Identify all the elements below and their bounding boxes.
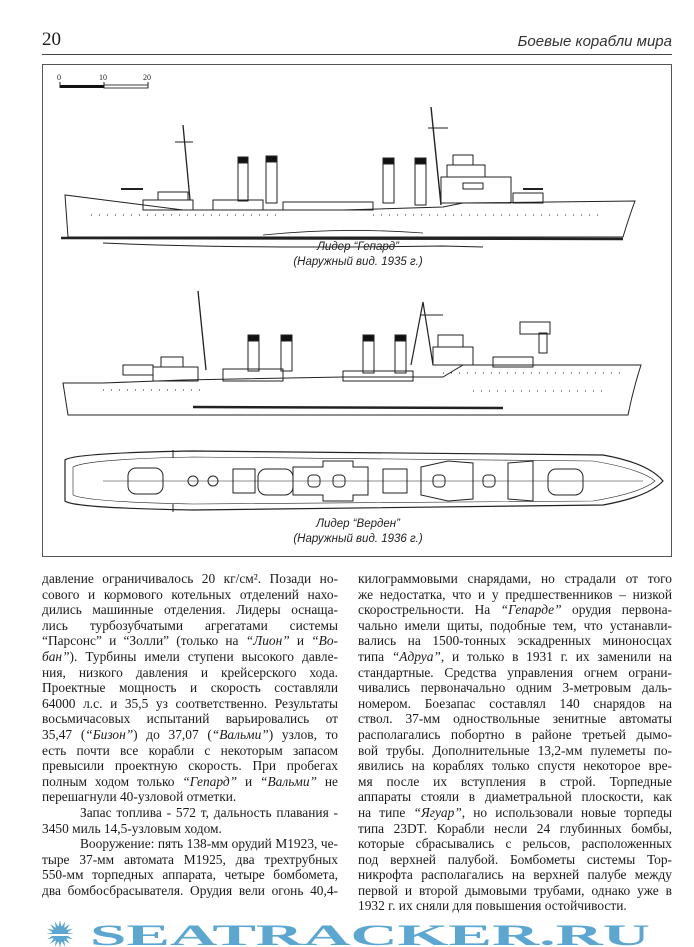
text-line (358, 649, 672, 665)
text-line (42, 711, 338, 727)
text-segment: перешагнули 40-узловой отметки. (42, 789, 237, 805)
text-segment: давление ограничивалось 20 кг/см². Позади но- (42, 571, 338, 586)
text-line (358, 743, 672, 759)
text-line (42, 618, 338, 634)
text-segment: орудия первона- (561, 602, 673, 618)
text-line (358, 821, 672, 837)
ship-name: “Вальми” (211, 726, 269, 742)
text-line (42, 821, 338, 837)
text-line (42, 789, 338, 805)
sun-ray (59, 941, 62, 947)
text-line (42, 680, 338, 696)
text-line (42, 758, 338, 774)
text-segment: восьмичасовых испытаний варьировались от (42, 711, 338, 727)
text-column-right (358, 571, 672, 914)
text-line (358, 836, 672, 852)
text-line (358, 587, 672, 603)
scale-label-20: 20 (143, 73, 151, 82)
text-segment: которые сбрасывались с рельсов, расположенных (358, 836, 672, 852)
text-line (358, 867, 672, 883)
text-segment: тыре 37-мм автомата М1925, два трехтрубных (42, 851, 338, 867)
ship-profile-verdun (63, 291, 641, 415)
text-segment: вой трубы. Дополнительные 13,2-мм пулеметы по- (358, 742, 672, 758)
ship-drawings (43, 65, 673, 558)
text-line (42, 665, 338, 681)
text-column-left (42, 571, 338, 898)
text-line (358, 852, 672, 868)
text-segment: килограммовыми снарядами, но страдали от того (358, 571, 672, 586)
text-line (42, 852, 338, 868)
scale-label-10: 10 (99, 73, 107, 82)
ship-name: “Во- (311, 633, 338, 649)
text-segment: и (289, 633, 312, 649)
text-segment: скорострельности. На (358, 602, 501, 618)
text-segment: ния, низкого давления и крейсерского хода. (42, 664, 338, 680)
text-line (42, 649, 338, 665)
ship-profile-gepard (61, 107, 635, 247)
text-segment: , и только в 1931 г. их заменили на (440, 648, 672, 664)
text-segment: типа (358, 648, 392, 664)
text-segment: , но использовали новые торпеды (461, 804, 673, 820)
text-segment: располагались побортно в районе третьей дымо- (358, 726, 672, 742)
text-segment: чивались первоначально одним 3-метровым даль- (358, 680, 672, 696)
text-segment: Вооружение: пять 138-мм орудий М1923, че- (80, 836, 338, 852)
text-segment: 64000 л.с. и 35,5 уз соответственно. Результаты (42, 695, 338, 711)
text-segment: 3450 миль 14,5-узловым ходом. (42, 820, 222, 836)
text-segment: 35,47 ( (42, 726, 86, 742)
text-line (42, 602, 338, 618)
text-segment: ствол. 37-мм одноствольные зенитные автоматы (358, 711, 672, 727)
caption-verdun-title: Лидер “Верден” (316, 518, 400, 530)
text-segment: Запас топлива - 572 т, дальность плавания - (80, 804, 338, 820)
text-line (42, 633, 338, 649)
text-segment: первой и второй дымовыми трубами, однако уже в (358, 882, 672, 898)
text-segment: Проектные мощность и скорость составляли (42, 680, 338, 696)
sun-ray (47, 929, 54, 933)
ship-name: “Бизон” (85, 726, 134, 742)
sun-logo-icon (40, 920, 80, 947)
ship-name: “Вальми” (260, 773, 317, 789)
text-line (42, 727, 338, 743)
text-segment: вались на 1500-тонных эскадренных миноносцах (358, 633, 672, 649)
sun-ray (66, 929, 73, 933)
sun-ray (55, 921, 59, 928)
scale-label-0: 0 (57, 73, 61, 82)
caption-verdun-subtitle: (Наружный вид. 1936 г.) (293, 533, 423, 545)
text-segment: стандартные. Средства управления огнем ограни- (358, 664, 672, 680)
text-segment: есть почти все корабли с некоторым запасом (42, 742, 338, 758)
text-segment: превысили проектную скорость. При пробегах (42, 758, 338, 774)
text-segment: 550-мм торпедных аппарата, четыре бомбомета, (42, 867, 338, 883)
text-line (42, 571, 338, 587)
sun-ray (55, 940, 59, 947)
text-line (42, 696, 338, 712)
text-line (358, 774, 672, 790)
text-segment: лись турбозубчатыми агрегатами системы (42, 617, 338, 633)
text-segment: же недостатка, что и у предшественников – низкой (358, 586, 672, 602)
text-line (358, 680, 672, 696)
text-line (358, 883, 672, 899)
ship-name: “Лион” (245, 633, 290, 649)
text-segment: номером. Боезапас составлял 140 снарядов на (358, 695, 672, 711)
text-line (42, 743, 338, 759)
text-segment: “Парсонс” и “Золли” (только на (42, 633, 246, 649)
text-segment: мя после их вступления в строй. Торпедные (358, 773, 672, 789)
text-line (358, 633, 672, 649)
text-line (358, 805, 672, 821)
text-segment: и (237, 773, 261, 789)
text-line (358, 711, 672, 727)
ship-name: “Гепарде” (500, 602, 562, 618)
text-segment: сового и кормового котельных отделений нахо- (42, 586, 338, 602)
text-line (358, 758, 672, 774)
text-line (358, 696, 672, 712)
text-segment: два бомбосбрасывателя. Орудия вели огонь 40,4- (42, 882, 338, 898)
text-segment: полным ходом только (42, 773, 183, 789)
text-line (358, 618, 672, 634)
text-line (358, 665, 672, 681)
text-line (358, 602, 672, 618)
caption-gepard-title: Лидер “Гепард” (317, 241, 399, 253)
text-line (358, 898, 672, 914)
sun-ray (59, 920, 62, 927)
text-line (42, 836, 338, 852)
ship-name: бан” (42, 648, 70, 664)
page-number: 20 (42, 29, 61, 50)
sun-ray (61, 921, 65, 928)
sun-ray (61, 940, 65, 947)
text-line (358, 727, 672, 743)
text-line (42, 587, 338, 603)
text-segment: 1932 г. их сняли для повышения остойчивости. (358, 898, 627, 914)
text-segment: ) до 37,07 ( (133, 726, 212, 742)
watermark-text: SEATRACKER.RU (90, 919, 650, 947)
text-line (42, 867, 338, 883)
text-segment: ). Турбины имели ступени высокого давле- (69, 648, 338, 664)
text-line (42, 883, 338, 899)
watermark (0, 916, 694, 947)
text-segment: дились машинные отделения. Лидеры оснаща- (42, 602, 338, 618)
text-segment: на типе (358, 804, 414, 820)
scale-bar (57, 73, 151, 88)
text-line (42, 805, 338, 821)
text-line (42, 774, 338, 790)
text-segment: никрофта располагались на верхней палубе между (358, 867, 672, 883)
text-segment: ) узлов, то (268, 726, 338, 742)
header-rule (42, 54, 672, 55)
ship-name: “Адруа” (391, 648, 441, 664)
text-segment: чально имели щиты, подобные тем, что устанавли- (358, 617, 672, 633)
text-segment: явились на кораблях только спустя некоторое вре- (358, 758, 672, 774)
text-line (358, 789, 672, 805)
text-segment: типа 23DT. Корабли несли 24 глубинных бомбы, (358, 820, 672, 836)
text-segment: под верхней палубой. Бомбометы системы Тор- (358, 851, 672, 867)
ship-plan-view (65, 450, 663, 512)
figure-box (42, 64, 672, 557)
text-segment: не (316, 773, 338, 789)
text-line (358, 571, 672, 587)
caption-gepard-subtitle: (Наружный вид. 1935 г.) (293, 256, 423, 268)
ship-name: “Гепард” (182, 773, 238, 789)
ship-name: “Ягуар” (413, 804, 462, 820)
text-segment: аппараты стояли в диаметральной плоскости, как (358, 789, 672, 805)
running-title: Боевые корабли мира (517, 33, 672, 50)
